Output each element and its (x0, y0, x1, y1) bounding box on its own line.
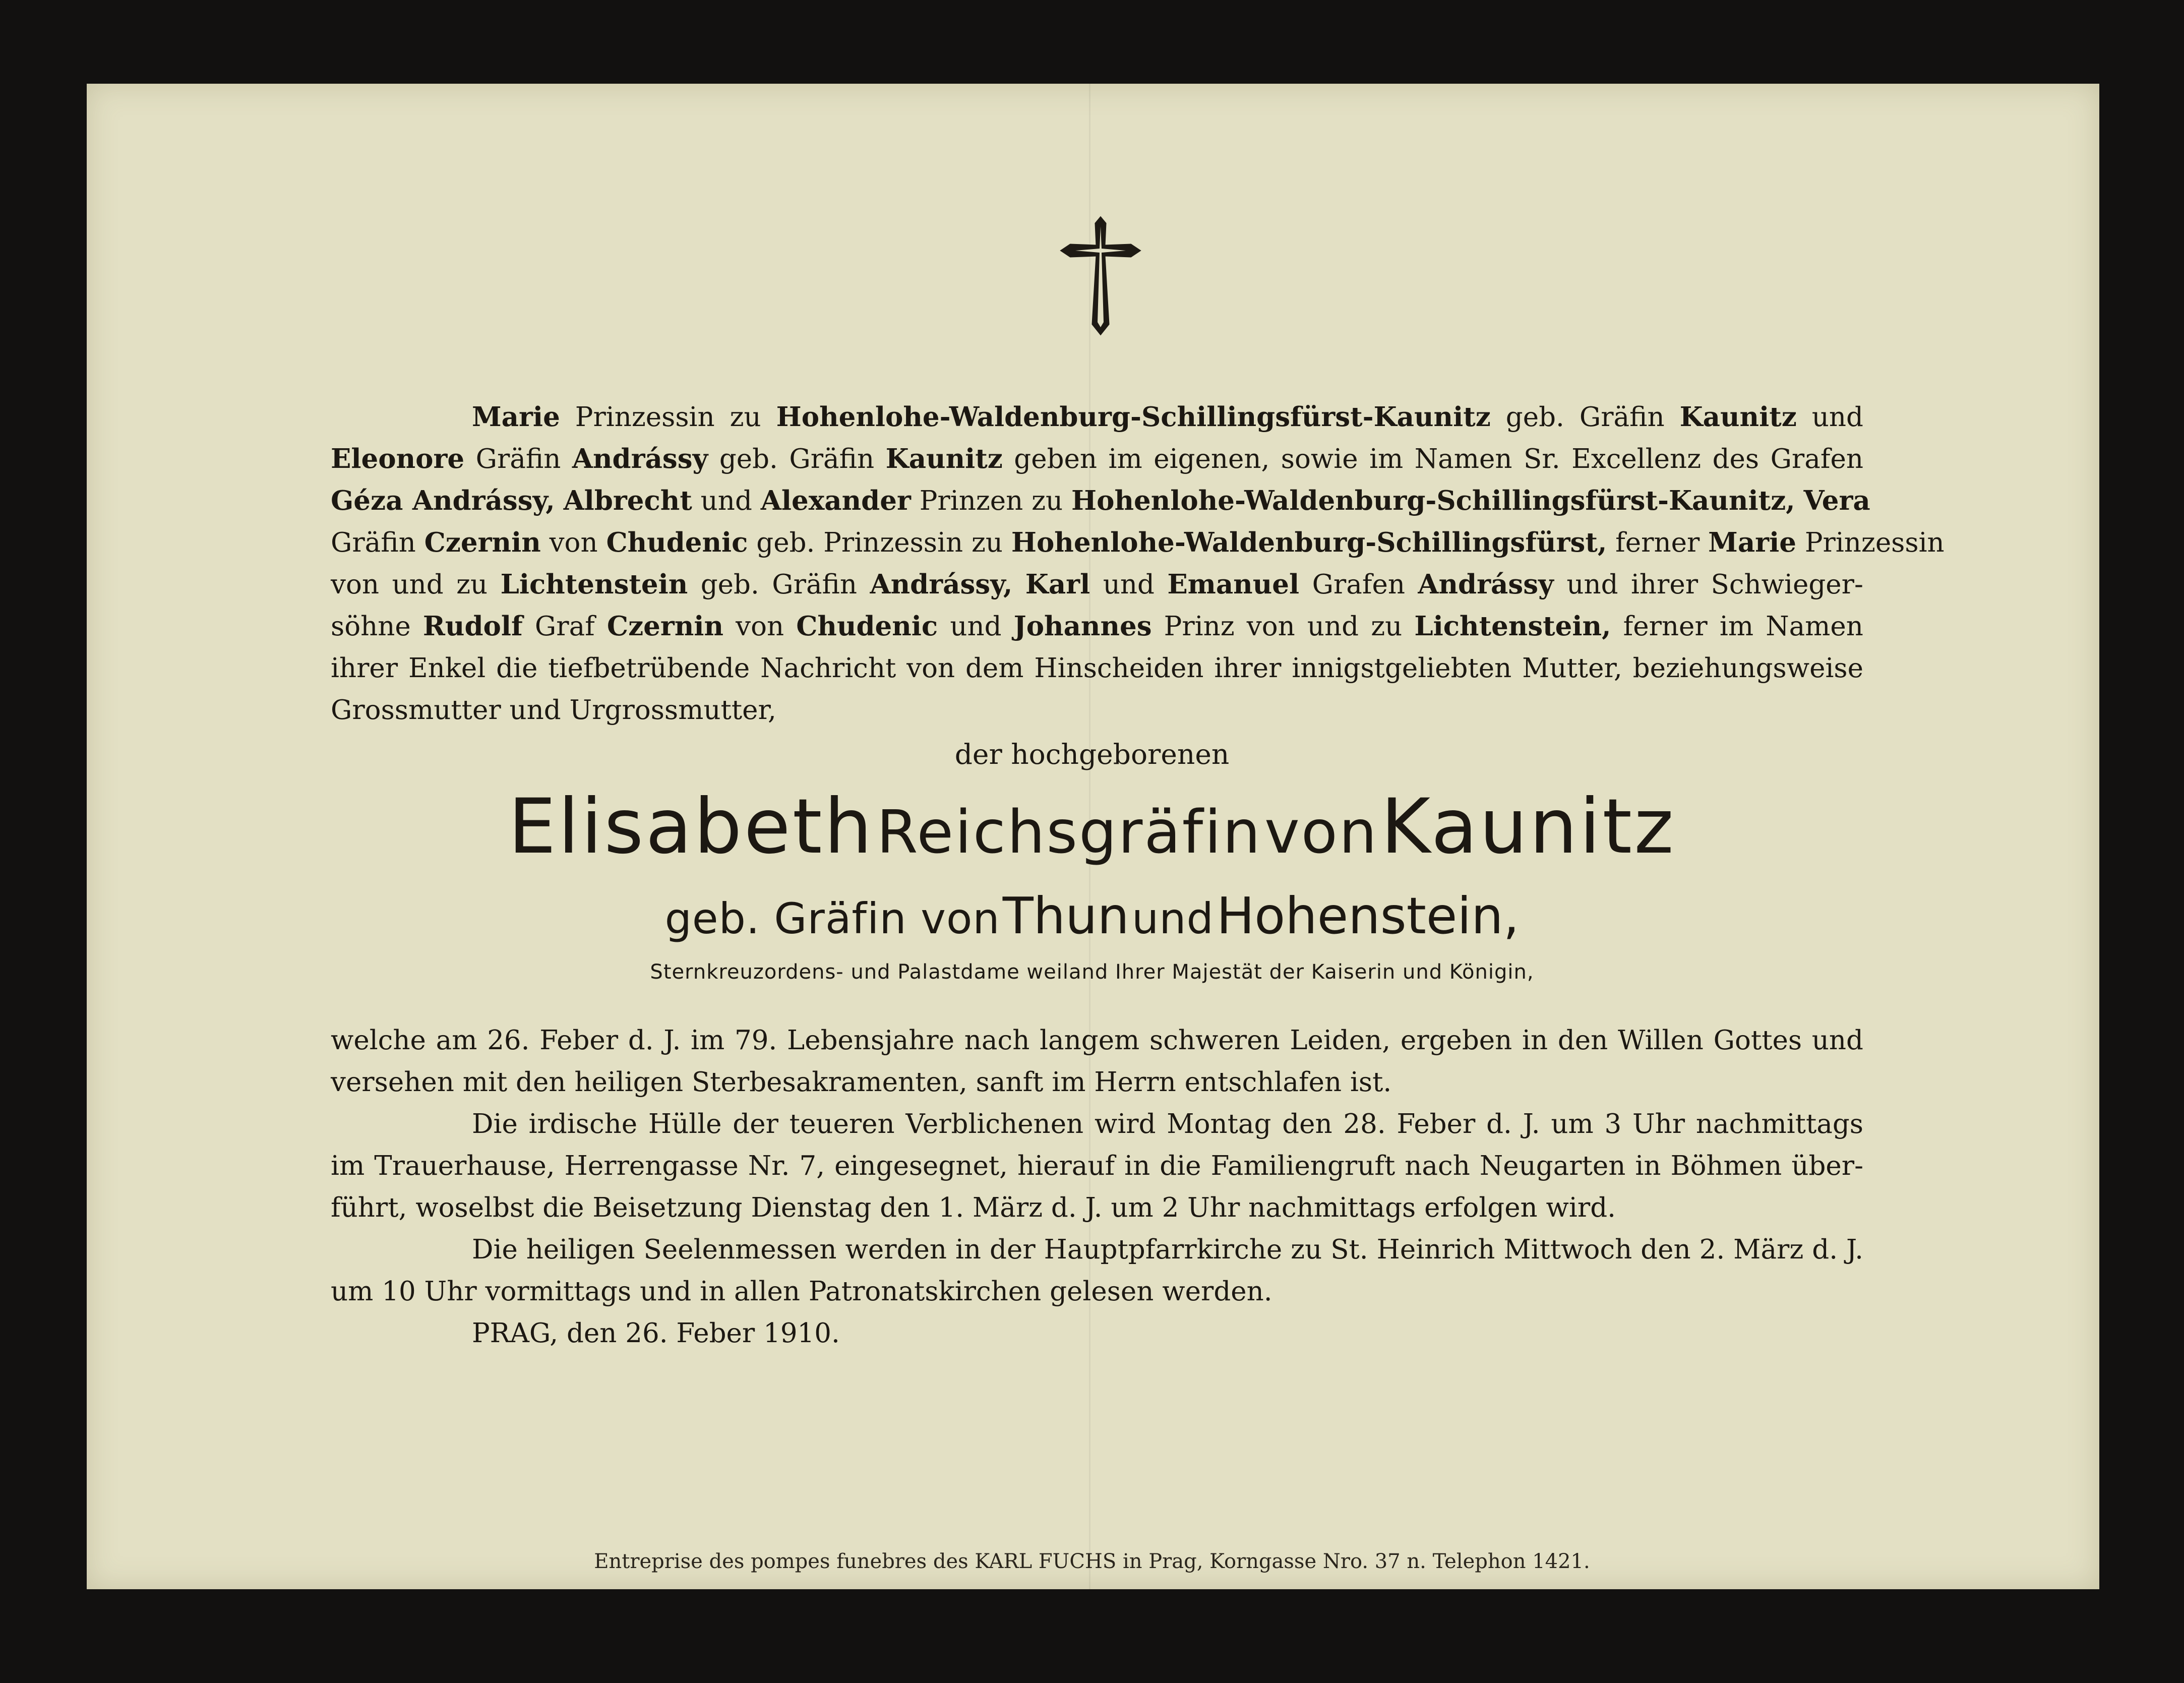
word: im (1108, 444, 1142, 474)
word: und (1566, 569, 1618, 600)
word: geben (1014, 444, 1098, 474)
geb-und: und (1132, 894, 1214, 943)
word: Czernin (606, 611, 724, 642)
body-line: Die heiligen Seelenmessen werden in der Hauptpfarrkirche zu St. Heinrich Mittwoch den 2. März d. J. (472, 1234, 1863, 1265)
word: Eleonore (331, 443, 465, 474)
word: eigenen, (1154, 444, 1270, 474)
word: geb. (756, 527, 815, 558)
word: geb. (719, 444, 778, 474)
word: Emanuel (1167, 569, 1300, 600)
body-line: welche am 26. Feber d. J. im 79. Lebensjahre nach langem schweren Leiden, ergeben in den Willen Gottes und (331, 1025, 1863, 1056)
word: Géza Andrássy, (331, 485, 555, 516)
word: Czernin (424, 527, 541, 558)
body-line: um 10 Uhr vormittags und in allen Patronatskirchen gelesen werden. (331, 1276, 1272, 1307)
word: Prinzen (919, 486, 1023, 516)
word: Hohenlohe-Waldenburg-Schillingsfürst, (1011, 527, 1607, 558)
geb-hohenstein: Hohenstein, (1216, 886, 1520, 945)
word: Gräfin (331, 527, 416, 558)
word: von (331, 569, 379, 600)
intro-line-6 (331, 606, 1863, 647)
intro-line-4 (331, 522, 1945, 564)
intro-line-7: ihrer Enkel die tiefbetrübende Nachricht von dem Hinscheiden ihrer innigstgeliebten Mutter, beziehungsweise (331, 653, 1863, 684)
word: geb. (1505, 402, 1564, 433)
word: Gräfin (789, 444, 875, 474)
announcement-paragraph (331, 396, 1945, 731)
word: söhne (331, 611, 411, 642)
word: Namen (1766, 611, 1863, 642)
printer-imprint: Entreprise des pompes funebres des KARL FUCHS in Prag, Korngasse Nro. 37 n. Telephon 1421. (594, 1550, 1590, 1573)
name-last: Kaunitz (1380, 783, 1676, 871)
word: Excellenz (1571, 444, 1702, 474)
word: ferner (1615, 527, 1700, 558)
word: Vera (1803, 485, 1870, 516)
birth-name-line (0, 883, 2184, 964)
word: Schwieger- (1711, 569, 1863, 600)
word: Lichtenstein (500, 569, 688, 600)
word: ihrer (1630, 569, 1698, 600)
word: Kaunitz (1679, 401, 1797, 433)
word: Chudenic (796, 611, 938, 642)
word: geb. (700, 569, 759, 600)
word: zu (730, 402, 761, 433)
word: Rudolf (422, 611, 523, 642)
word: Grafen (1770, 444, 1863, 474)
deceased-name (0, 779, 2184, 898)
word: sowie (1281, 444, 1358, 474)
cross-icon (1055, 215, 1146, 336)
funeral-details (331, 1019, 1863, 1354)
word: Marie (472, 401, 560, 433)
intro-line-1 (331, 396, 1863, 438)
word: Kaunitz (885, 443, 1003, 474)
word: Lichtenstein, (1414, 611, 1611, 642)
word: und (950, 611, 1002, 642)
word: von (549, 527, 598, 558)
word: Gräfin (475, 444, 561, 474)
word: Hohenlohe-Waldenburg-Schillingsfürst-Kaunitz (776, 401, 1491, 433)
place-date: PRAG, den 26. Feber 1910. (472, 1318, 840, 1349)
word: Prinz (1164, 611, 1235, 642)
word: Sr. (1524, 444, 1560, 474)
word: und (1307, 611, 1359, 642)
word: Graf (534, 611, 595, 642)
honorific-line: der hochgeborenen (954, 738, 1230, 770)
word: Albrecht (563, 485, 692, 516)
word: zu (971, 527, 1003, 558)
word: Prinzessin (823, 527, 963, 558)
geb-prefix: geb. Gräfin von (664, 894, 1000, 943)
word: des (1712, 444, 1760, 474)
word: im (1369, 444, 1404, 474)
word: Prinzessin (575, 402, 715, 433)
body-line: Die irdische Hülle der teueren Verblichenen wird Montag den 28. Feber d. J. um 3 Uhr nachmittags (472, 1109, 1863, 1139)
intro-line-3 (331, 480, 1870, 522)
word: Andrássy, (870, 569, 1013, 600)
body-line: im Trauerhause, Herrengasse Nr. 7, eingesegnet, hierauf in die Familiengruft nach Neugarten in Böhmen über- (331, 1151, 1863, 1181)
word: ferner (1623, 611, 1708, 642)
body-line: versehen mit den heiligen Sterbesakramenten, sanft im Herrn entschlafen ist. (331, 1067, 1392, 1098)
word: Johannes (1013, 611, 1152, 642)
intro-line-8: Grossmutter und Urgrossmutter, (331, 695, 776, 726)
word: und (1103, 569, 1155, 600)
name-first: Elisabeth (508, 783, 874, 871)
name-title: Reichsgräfin (876, 797, 1262, 867)
word: und (1811, 402, 1863, 433)
word: von (1246, 611, 1295, 642)
word: und (392, 569, 444, 600)
word: Karl (1025, 569, 1090, 600)
word: Gräfin (772, 569, 858, 600)
word: zu (456, 569, 488, 600)
word: Hohenlohe-Waldenburg-Schillingsfürst-Kaunitz, (1071, 485, 1795, 516)
word: im (1719, 611, 1754, 642)
word: Alexander (760, 485, 911, 516)
word: zu (1032, 486, 1063, 516)
word: Chudenic (606, 527, 748, 558)
body-line: führt, woselbst die Beisetzung Dienstag den 1. März d. J. um 2 Uhr nachmittags erfolgen wird. (331, 1192, 1616, 1223)
word: Andrássy (572, 443, 708, 474)
intro-line-2 (331, 438, 1863, 480)
geb-thun: Thun (1002, 886, 1129, 945)
court-title: Sternkreuzordens- und Palastdame weiland Ihrer Majestät der Kaiserin und Königin, (650, 960, 1534, 984)
word: von (736, 611, 784, 642)
word: Marie (1708, 527, 1796, 558)
name-von: von (1264, 797, 1378, 867)
word: Andrássy (1418, 569, 1554, 600)
word: Grafen (1312, 569, 1405, 600)
intro-line-5 (331, 564, 1863, 606)
word: zu (1371, 611, 1403, 642)
word: Gräfin (1579, 402, 1665, 433)
word: und (700, 486, 752, 516)
word: Prinzessin (1804, 527, 1945, 558)
word: Namen (1414, 444, 1512, 474)
